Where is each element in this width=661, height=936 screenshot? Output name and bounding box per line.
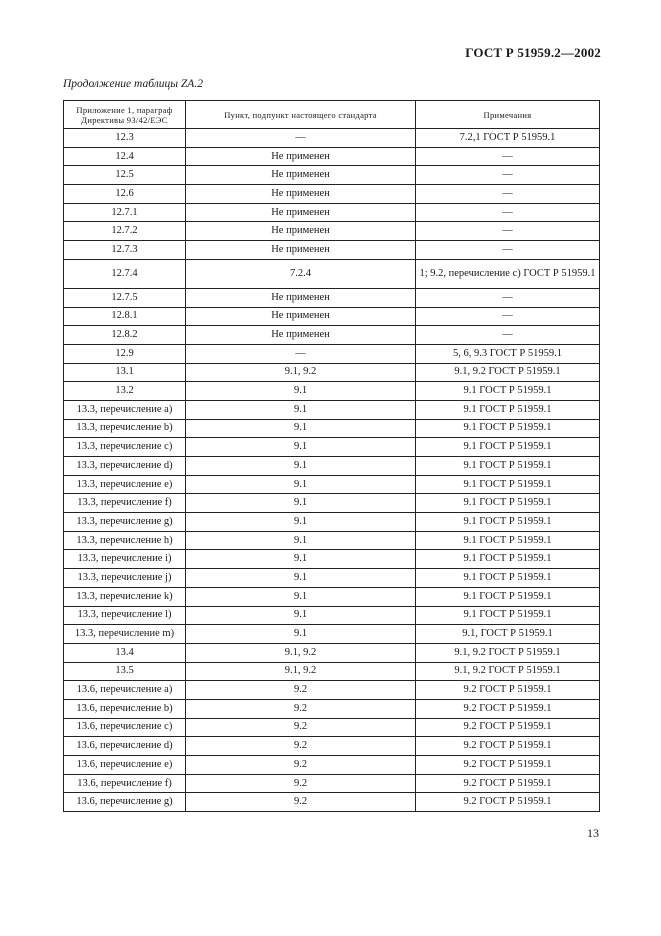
table-row xyxy=(64,793,600,812)
cell-notes: 5, 6, 9.3 ГОСТ Р 51959.1 xyxy=(416,344,600,363)
table-row xyxy=(64,718,600,737)
table-row xyxy=(64,475,600,494)
cell-notes: 9.2 ГОСТ Р 51959.1 xyxy=(416,793,600,812)
table-row xyxy=(64,587,600,606)
cell-notes: — xyxy=(416,307,600,326)
table-row xyxy=(64,550,600,569)
cell-standard-clause: 9.1 xyxy=(186,606,416,625)
table-row xyxy=(64,147,600,166)
cell-notes: 9.1, 9.2 ГОСТ Р 51959.1 xyxy=(416,643,600,662)
cell-standard-clause: 9.2 xyxy=(186,774,416,793)
cell-notes: 9.1 ГОСТ Р 51959.1 xyxy=(416,569,600,588)
cell-standard-clause: 9.2 xyxy=(186,793,416,812)
cell-directive-paragraph: 12.8.1 xyxy=(64,307,186,326)
cell-directive-paragraph: 13.3, перечисление d) xyxy=(64,457,186,476)
cell-notes: — xyxy=(416,288,600,307)
table-row xyxy=(64,606,600,625)
cell-standard-clause: Не применен xyxy=(186,307,416,326)
cell-standard-clause: Не применен xyxy=(186,166,416,185)
cell-directive-paragraph: 12.7.1 xyxy=(64,203,186,222)
cell-directive-paragraph: 13.3, перечисление i) xyxy=(64,550,186,569)
cell-notes: — xyxy=(416,222,600,241)
cell-notes: 9.1 ГОСТ Р 51959.1 xyxy=(416,438,600,457)
cell-notes: 9.2 ГОСТ Р 51959.1 xyxy=(416,718,600,737)
cell-directive-paragraph: 13.6, перечисление g) xyxy=(64,793,186,812)
cell-directive-paragraph: 13.2 xyxy=(64,382,186,401)
cell-standard-clause: 9.2 xyxy=(186,737,416,756)
cell-notes: 7.2,1 ГОСТ Р 51959.1 xyxy=(416,129,600,148)
cell-notes: 1; 9.2, перечисление с) ГОСТ Р 51959.1 xyxy=(416,259,600,288)
cell-standard-clause: 9.1 xyxy=(186,419,416,438)
cell-standard-clause: 9.1 xyxy=(186,531,416,550)
cell-notes: 9.1, ГОСТ Р 51959.1 xyxy=(416,625,600,644)
table-row xyxy=(64,531,600,550)
cell-directive-paragraph: 13.1 xyxy=(64,363,186,382)
cell-notes: 9.1 ГОСТ Р 51959.1 xyxy=(416,475,600,494)
cell-notes: — xyxy=(416,326,600,345)
cell-standard-clause: 9.1 xyxy=(186,475,416,494)
table-row xyxy=(64,307,600,326)
cell-directive-paragraph: 13.6, перечисление f) xyxy=(64,774,186,793)
cell-notes: 9.1, 9.2 ГОСТ Р 51959.1 xyxy=(416,662,600,681)
cell-notes: 9.1 ГОСТ Р 51959.1 xyxy=(416,606,600,625)
table-row xyxy=(64,494,600,513)
cell-notes: 9.2 ГОСТ Р 51959.1 xyxy=(416,774,600,793)
cell-standard-clause: 9.2 xyxy=(186,681,416,700)
cell-notes: 9.2 ГОСТ Р 51959.1 xyxy=(416,756,600,775)
table-row xyxy=(64,222,600,241)
cell-standard-clause: 9.1 xyxy=(186,550,416,569)
cell-directive-paragraph: 13.3, перечисление f) xyxy=(64,494,186,513)
cell-directive-paragraph: 13.3, перечисление b) xyxy=(64,419,186,438)
cell-notes: 9.1 ГОСТ Р 51959.1 xyxy=(416,587,600,606)
table-row xyxy=(64,438,600,457)
cell-standard-clause: 9.1 xyxy=(186,457,416,476)
cell-directive-paragraph: 13.6, перечисление с) xyxy=(64,718,186,737)
cell-notes: 9.1 ГОСТ Р 51959.1 xyxy=(416,419,600,438)
cell-notes: 9.2 ГОСТ Р 51959.1 xyxy=(416,681,600,700)
table-row xyxy=(64,643,600,662)
cell-standard-clause: — xyxy=(186,129,416,148)
table-row xyxy=(64,203,600,222)
cell-notes: — xyxy=(416,241,600,260)
cell-directive-paragraph: 13.3, перечисление m) xyxy=(64,625,186,644)
cell-directive-paragraph: 13.6, перечисление е) xyxy=(64,756,186,775)
table-row xyxy=(64,166,600,185)
cell-directive-paragraph: 13.3, перечисление k) xyxy=(64,587,186,606)
cell-standard-clause: Не применен xyxy=(186,326,416,345)
cell-standard-clause: 9.1, 9.2 xyxy=(186,662,416,681)
cell-standard-clause: 9.2 xyxy=(186,756,416,775)
table-row xyxy=(64,569,600,588)
cell-directive-paragraph: 13.6, перечисление b) xyxy=(64,699,186,718)
table-row xyxy=(64,737,600,756)
cell-notes: 9.1, 9.2 ГОСТ Р 51959.1 xyxy=(416,363,600,382)
cell-directive-paragraph: 12.7.3 xyxy=(64,241,186,260)
cell-standard-clause: Не применен xyxy=(186,203,416,222)
cell-directive-paragraph: 13.5 xyxy=(64,662,186,681)
cell-directive-paragraph: 13.3, перечисление j) xyxy=(64,569,186,588)
table-row xyxy=(64,326,600,345)
table-row xyxy=(64,699,600,718)
table-row xyxy=(64,241,600,260)
cell-notes: — xyxy=(416,203,600,222)
cell-standard-clause: Не применен xyxy=(186,241,416,260)
correspondence-table xyxy=(63,100,600,812)
cell-directive-paragraph: 12.7.4 xyxy=(64,259,186,288)
table-header xyxy=(64,101,600,129)
table-row xyxy=(64,288,600,307)
cell-standard-clause: 9.1 xyxy=(186,400,416,419)
cell-notes: 9.1 ГОСТ Р 51959.1 xyxy=(416,457,600,476)
cell-directive-paragraph: 13.3, перечисление а) xyxy=(64,400,186,419)
cell-notes: — xyxy=(416,166,600,185)
cell-directive-paragraph: 13.3, перечисление с) xyxy=(64,438,186,457)
cell-directive-paragraph: 12.8.2 xyxy=(64,326,186,345)
cell-standard-clause: 9.2 xyxy=(186,699,416,718)
page-number: 13 xyxy=(587,826,599,840)
table-row xyxy=(64,129,600,148)
cell-directive-paragraph: 12.3 xyxy=(64,129,186,148)
cell-directive-paragraph: 12.4 xyxy=(64,147,186,166)
cell-notes: 9.2 ГОСТ Р 51959.1 xyxy=(416,699,600,718)
table-body xyxy=(64,129,600,812)
cell-directive-paragraph: 12.7.5 xyxy=(64,288,186,307)
cell-notes: — xyxy=(416,147,600,166)
cell-standard-clause: 9.1 xyxy=(186,494,416,513)
table-row xyxy=(64,662,600,681)
cell-notes: 9.2 ГОСТ Р 51959.1 xyxy=(416,737,600,756)
cell-directive-paragraph: 13.4 xyxy=(64,643,186,662)
table-row xyxy=(64,457,600,476)
cell-standard-clause: Не применен xyxy=(186,147,416,166)
table-row xyxy=(64,344,600,363)
column-header-notes: Примечания xyxy=(416,101,600,129)
cell-standard-clause: 9.1 xyxy=(186,587,416,606)
cell-notes: — xyxy=(416,185,600,204)
cell-standard-clause: 9.1 xyxy=(186,513,416,532)
cell-notes: 9.1 ГОСТ Р 51959.1 xyxy=(416,513,600,532)
cell-directive-paragraph: 12.6 xyxy=(64,185,186,204)
table-row xyxy=(64,363,600,382)
table-row xyxy=(64,400,600,419)
table-row xyxy=(64,419,600,438)
cell-standard-clause: 9.1 xyxy=(186,382,416,401)
cell-directive-paragraph: 13.3, перечисление е) xyxy=(64,475,186,494)
cell-directive-paragraph: 13.3, перечисление l) xyxy=(64,606,186,625)
table-row xyxy=(64,774,600,793)
column-header-directive: Приложение 1, параграф Директивы 93/42/ЕЭС xyxy=(64,101,186,129)
cell-standard-clause: — xyxy=(186,344,416,363)
cell-directive-paragraph: 13.3, перечисление g) xyxy=(64,513,186,532)
header-row xyxy=(64,101,600,129)
table-row xyxy=(64,681,600,700)
table-row xyxy=(64,185,600,204)
document-header: ГОСТ Р 51959.2—2002 xyxy=(465,45,601,60)
cell-notes: 9.1 ГОСТ Р 51959.1 xyxy=(416,531,600,550)
cell-notes: 9.1 ГОСТ Р 51959.1 xyxy=(416,550,600,569)
cell-directive-paragraph: 12.9 xyxy=(64,344,186,363)
table-row xyxy=(64,382,600,401)
table-caption: Продолжение таблицы ZA.2 xyxy=(63,78,203,90)
cell-standard-clause: Не применен xyxy=(186,222,416,241)
cell-directive-paragraph: 13.6, перечисление d) xyxy=(64,737,186,756)
cell-standard-clause: 9.1 xyxy=(186,438,416,457)
cell-standard-clause: 9.1 xyxy=(186,569,416,588)
table-row xyxy=(64,625,600,644)
table-row xyxy=(64,513,600,532)
cell-directive-paragraph: 12.7.2 xyxy=(64,222,186,241)
cell-directive-paragraph: 13.3, перечисление h) xyxy=(64,531,186,550)
cell-standard-clause: 9.1 xyxy=(186,625,416,644)
cell-standard-clause: 9.1, 9.2 xyxy=(186,643,416,662)
cell-directive-paragraph: 12.5 xyxy=(64,166,186,185)
cell-standard-clause: 9.2 xyxy=(186,718,416,737)
cell-standard-clause: Не применен xyxy=(186,288,416,307)
cell-standard-clause: 9.1, 9.2 xyxy=(186,363,416,382)
column-header-clause: Пункт, подпункт настоящего стандарта xyxy=(186,101,416,129)
cell-standard-clause: Не применен xyxy=(186,185,416,204)
table-row xyxy=(64,259,600,288)
table-row xyxy=(64,756,600,775)
cell-directive-paragraph: 13.6, перечисление а) xyxy=(64,681,186,700)
cell-standard-clause: 7.2.4 xyxy=(186,259,416,288)
cell-notes: 9.1 ГОСТ Р 51959.1 xyxy=(416,400,600,419)
cell-notes: 9.1 ГОСТ Р 51959.1 xyxy=(416,494,600,513)
cell-notes: 9.1 ГОСТ Р 51959.1 xyxy=(416,382,600,401)
